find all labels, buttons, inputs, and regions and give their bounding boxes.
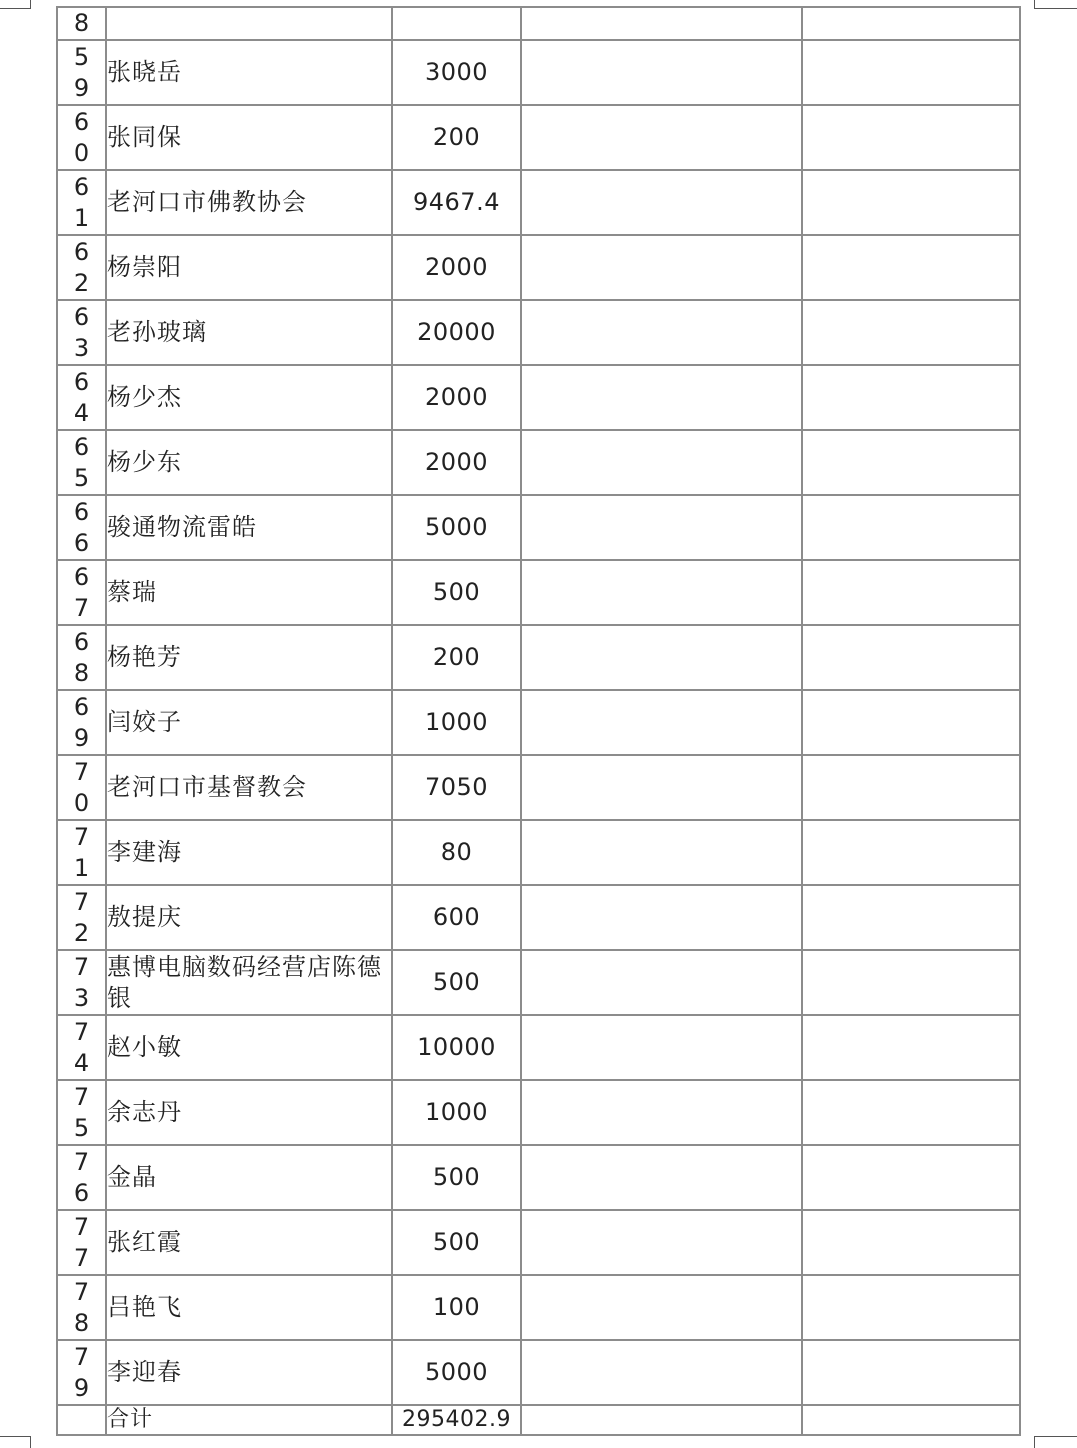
table-row: [57, 625, 1020, 690]
row-number-digit: 6: [73, 497, 90, 526]
row-number-digit: 5: [73, 1113, 90, 1142]
empty-cell: [521, 300, 802, 365]
empty-cell: [521, 885, 802, 950]
table-row: [57, 300, 1020, 365]
empty-cell: [802, 1405, 1020, 1435]
row-number-digit: 8: [73, 658, 90, 687]
row-number-cell: [57, 950, 106, 1015]
row-number-digit: 8: [73, 1308, 90, 1337]
empty-cell: [521, 625, 802, 690]
donation-amount: 80: [392, 820, 521, 885]
row-number-digit: 6: [73, 367, 90, 396]
donor-name: 赵小敏: [106, 1015, 392, 1080]
empty-cell: [802, 1015, 1020, 1080]
donation-amount: 7050: [392, 755, 521, 820]
row-number-digit: 6: [73, 107, 90, 136]
table-row: [57, 1015, 1020, 1080]
donation-amount: 10000: [392, 1015, 521, 1080]
empty-cell: [802, 690, 1020, 755]
empty-cell: [521, 820, 802, 885]
donor-name: 老河口市佛教协会: [106, 170, 392, 235]
row-number-cell: [57, 235, 106, 300]
row-number-digit: 2: [73, 918, 90, 947]
donation-amount: 200: [392, 105, 521, 170]
row-number-digit: 1: [73, 203, 90, 232]
row-number-cell: [57, 1275, 106, 1340]
empty-cell: [521, 495, 802, 560]
row-number-digit: 7: [73, 1082, 90, 1111]
table-row: [57, 820, 1020, 885]
table-row: [57, 885, 1020, 950]
table-row: [57, 755, 1020, 820]
empty-cell: [57, 1405, 106, 1435]
amount-cell: [392, 7, 521, 40]
row-number-digit: 3: [73, 333, 90, 362]
row-number-cell: [57, 40, 106, 105]
row-number-digit: 7: [73, 822, 90, 851]
row-number-digit: 8: [73, 9, 90, 37]
donation-amount: 2000: [392, 430, 521, 495]
donor-name: 老孙玻璃: [106, 300, 392, 365]
row-number-digit: 7: [73, 1342, 90, 1371]
empty-cell: [802, 1275, 1020, 1340]
row-number-digit: 0: [73, 138, 90, 167]
donation-amount: 1000: [392, 690, 521, 755]
table-row: [57, 1275, 1020, 1340]
donation-amount: 5000: [392, 495, 521, 560]
empty-cell: [802, 430, 1020, 495]
row-number-cell: [57, 1210, 106, 1275]
crop-mark-bottom-right: [1034, 1436, 1077, 1448]
row-number-digit: 6: [73, 1178, 90, 1207]
donation-amount: 20000: [392, 300, 521, 365]
row-number-digit: 6: [73, 302, 90, 331]
row-number-cell: [57, 495, 106, 560]
donation-amount: 600: [392, 885, 521, 950]
table-row: [57, 690, 1020, 755]
donor-name: 余志丹: [106, 1080, 392, 1145]
empty-cell: [521, 7, 802, 40]
empty-cell: [521, 430, 802, 495]
row-number-digit: 7: [73, 887, 90, 916]
donation-table: [56, 6, 1021, 1436]
row-number-digit: 7: [73, 1277, 90, 1306]
row-number-cell: [57, 430, 106, 495]
empty-cell: [802, 105, 1020, 170]
donor-name: 张同保: [106, 105, 392, 170]
empty-cell: [521, 105, 802, 170]
table-row: [57, 7, 1020, 40]
row-number-digit: 7: [73, 952, 90, 981]
table-row: [57, 430, 1020, 495]
table-row: [57, 1210, 1020, 1275]
table-row: [57, 235, 1020, 300]
empty-cell: [521, 560, 802, 625]
empty-cell: [802, 755, 1020, 820]
donation-amount: 9467.4: [392, 170, 521, 235]
row-number-digit: 6: [73, 237, 90, 266]
row-number-digit: 6: [73, 692, 90, 721]
row-number-digit: 9: [73, 723, 90, 752]
donor-name: 惠博电脑数码经营店陈德银: [106, 950, 392, 1015]
row-number-cell: [57, 300, 106, 365]
row-number-cell: [57, 1015, 106, 1080]
empty-cell: [802, 820, 1020, 885]
row-number-cell: [57, 105, 106, 170]
row-number-digit: 5: [73, 463, 90, 492]
donor-name: 杨艳芳: [106, 625, 392, 690]
donation-amount: 500: [392, 950, 521, 1015]
empty-cell: [521, 950, 802, 1015]
empty-cell: [521, 235, 802, 300]
row-number-cell: [57, 690, 106, 755]
empty-cell: [802, 300, 1020, 365]
donor-name: 骏通物流雷皓: [106, 495, 392, 560]
row-number-cell: [57, 625, 106, 690]
empty-cell: [802, 235, 1020, 300]
crop-mark-top-right: [1034, 0, 1077, 9]
empty-cell: [521, 1080, 802, 1145]
donor-name: 吕艳飞: [106, 1275, 392, 1340]
empty-cell: [802, 625, 1020, 690]
crop-mark-top-left: [0, 0, 31, 9]
row-number-digit: 0: [73, 788, 90, 817]
total-amount: 295402.9: [392, 1405, 521, 1435]
donation-amount: 500: [392, 1145, 521, 1210]
donation-amount: 1000: [392, 1080, 521, 1145]
table-row: [57, 1145, 1020, 1210]
donor-name: 李建海: [106, 820, 392, 885]
row-number-digit: 7: [73, 1212, 90, 1241]
donor-name: 杨少东: [106, 430, 392, 495]
row-number-digit: 5: [73, 42, 90, 71]
row-number-cell: [57, 7, 106, 40]
table-row: [57, 105, 1020, 170]
empty-cell: [802, 1210, 1020, 1275]
row-number-digit: 2: [73, 268, 90, 297]
donor-name: 张晓岳: [106, 40, 392, 105]
donor-name: 杨少杰: [106, 365, 392, 430]
empty-cell: [521, 1015, 802, 1080]
empty-cell: [521, 40, 802, 105]
row-number-digit: 7: [73, 593, 90, 622]
empty-cell: [802, 560, 1020, 625]
row-number-digit: 6: [73, 627, 90, 656]
row-number-cell: [57, 365, 106, 430]
row-number-cell: [57, 1080, 106, 1145]
donation-amount: 100: [392, 1275, 521, 1340]
row-number-cell: [57, 1340, 106, 1405]
crop-mark-bottom-left: [0, 1436, 31, 1448]
row-number-digit: 3: [73, 983, 90, 1012]
empty-cell: [521, 755, 802, 820]
empty-cell: [802, 495, 1020, 560]
donation-amount: 5000: [392, 1340, 521, 1405]
total-label: 合计: [106, 1405, 392, 1435]
empty-cell: [521, 690, 802, 755]
donation-amount: 200: [392, 625, 521, 690]
row-number-digit: 7: [73, 1243, 90, 1272]
donor-name: 张红霞: [106, 1210, 392, 1275]
row-number-digit: 9: [73, 1373, 90, 1402]
donation-amount: 500: [392, 560, 521, 625]
empty-cell: [521, 170, 802, 235]
donation-amount: 3000: [392, 40, 521, 105]
row-number-digit: 6: [73, 172, 90, 201]
empty-cell: [521, 1340, 802, 1405]
table-row: [57, 170, 1020, 235]
empty-cell: [802, 40, 1020, 105]
empty-cell: [802, 885, 1020, 950]
row-number-cell: [57, 1145, 106, 1210]
donation-amount: 2000: [392, 365, 521, 430]
row-number-digit: 4: [73, 398, 90, 427]
donation-amount: 2000: [392, 235, 521, 300]
row-number-digit: 9: [73, 73, 90, 102]
row-number-digit: 4: [73, 1048, 90, 1077]
empty-cell: [521, 1275, 802, 1340]
row-number-cell: [57, 885, 106, 950]
row-number-cell: [57, 560, 106, 625]
table-row: [57, 365, 1020, 430]
table-row: [57, 1340, 1020, 1405]
row-number-cell: [57, 755, 106, 820]
empty-cell: [521, 1405, 802, 1435]
donor-name: 李迎春: [106, 1340, 392, 1405]
table-row: [57, 495, 1020, 560]
donation-amount: 500: [392, 1210, 521, 1275]
empty-cell: [802, 1340, 1020, 1405]
total-row: [57, 1405, 1020, 1435]
empty-cell: [802, 1145, 1020, 1210]
empty-cell: [521, 1210, 802, 1275]
empty-cell: [521, 365, 802, 430]
empty-cell: [802, 7, 1020, 40]
empty-cell: [802, 365, 1020, 430]
row-number-digit: 6: [73, 528, 90, 557]
empty-cell: [521, 1145, 802, 1210]
row-number-digit: 7: [73, 757, 90, 786]
table-row: [57, 560, 1020, 625]
name-cell: [106, 7, 392, 40]
donor-name: 蔡瑞: [106, 560, 392, 625]
empty-cell: [802, 1080, 1020, 1145]
donor-name: 闫姣子: [106, 690, 392, 755]
donor-name: 杨崇阳: [106, 235, 392, 300]
row-number-digit: 7: [73, 1017, 90, 1046]
table-row: [57, 950, 1020, 1015]
donor-name: 敖提庆: [106, 885, 392, 950]
row-number-digit: 6: [73, 562, 90, 591]
row-number-cell: [57, 820, 106, 885]
table-row: [57, 40, 1020, 105]
row-number-digit: 7: [73, 1147, 90, 1176]
empty-cell: [802, 950, 1020, 1015]
table-row: [57, 1080, 1020, 1145]
donor-name: 金晶: [106, 1145, 392, 1210]
empty-cell: [802, 170, 1020, 235]
row-number-digit: 1: [73, 853, 90, 882]
row-number-digit: 6: [73, 432, 90, 461]
row-number-cell: [57, 170, 106, 235]
donor-name: 老河口市基督教会: [106, 755, 392, 820]
